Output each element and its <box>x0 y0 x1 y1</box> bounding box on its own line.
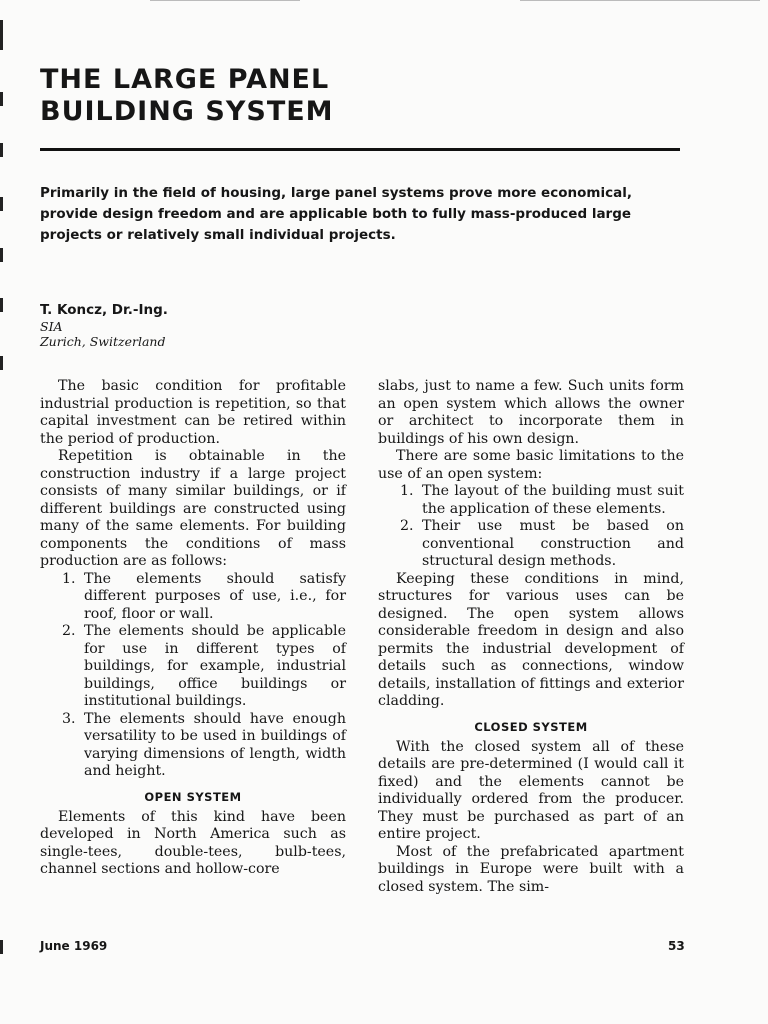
section-heading-open-system: OPEN SYSTEM <box>144 789 242 804</box>
scan-edge-mark <box>0 92 3 106</box>
title-rule <box>40 148 680 151</box>
paragraph: The basic condition for profitable industrial production is repetition, so that capital investment can be retired within the period of production. <box>40 378 346 447</box>
left-column <box>40 378 346 879</box>
article-title <box>40 64 334 128</box>
paragraph: Elements of this kind have been developed in North America such as single-tees, double-tees, bulb-tees, channel sections and hollow-core <box>40 808 346 877</box>
conditions-list <box>40 571 346 781</box>
scan-edge-mark <box>0 20 3 50</box>
paragraph: With the closed system all of these details are pre-determined (I would call it fixed) and the elements cannot be individually ordered from the producer. They must be purchased as part of an entire project. <box>378 738 684 842</box>
paragraph: slabs, just to name a few. Such units form an open system which allows the owner or architect to incorporate them in buildings of his own design. <box>378 378 684 447</box>
scan-top-line <box>150 0 300 1</box>
scan-edge-mark <box>0 940 3 954</box>
scan-edge-mark <box>0 298 3 312</box>
section-heading-closed-system: CLOSED SYSTEM <box>474 719 588 734</box>
author-org: SIA <box>40 319 63 334</box>
list-item: 2. Their use must be based on conventional construction and structural design methods. <box>418 518 684 571</box>
scan-edge-mark <box>0 197 3 211</box>
author-block <box>40 302 168 349</box>
list-item: 2. The elements should be applicable for use in different types of buildings, for example, industrial buildings, office buildings or institutional buildings. <box>80 623 346 711</box>
title-line-2: BUILDING SYSTEM <box>40 96 334 127</box>
paragraph: Repetition is obtainable in the construction industry if a large project consists of many similar buildings, or if different buildings are constructed using many of the same elements. For building components the conditions of mass production are as follows: <box>40 448 346 569</box>
paragraph: Keeping these conditions in mind, structures for various uses can be designed. The open system allows considerable freedom in design and also permits the industrial development of details such as connections, window details, installation of fittings and exterior cladding. <box>378 570 684 709</box>
scan-edge-mark <box>0 248 3 262</box>
page-number: 53 <box>668 939 685 953</box>
list-item: 1. The elements should satisfy different purposes of use, i.e., for roof, floor or wall. <box>80 571 346 624</box>
scan-top-line <box>520 0 760 1</box>
right-column <box>378 378 684 896</box>
title-line-1: THE LARGE PANEL <box>40 64 330 95</box>
list-item: 3. The elements should have enough versatility to be used in buildings of varying dimensions of length, width and height. <box>80 711 346 781</box>
scan-edge-mark <box>0 356 3 370</box>
footer-date: June 1969 <box>40 939 108 953</box>
paragraph: Most of the prefabricated apartment buildings in Europe were built with a closed system. The sim- <box>378 843 684 895</box>
paragraph: There are some basic limitations to the use of an open system: <box>378 448 684 482</box>
abstract: Primarily in the field of housing, large panel systems prove more economical, provide design freedom and are applicable both to fully mass-produced large projects or relatively small individual projects. <box>40 185 632 243</box>
author-location: Zurich, Switzerland <box>40 334 166 349</box>
scan-edge-mark <box>0 143 3 157</box>
list-item: 1. The layout of the building must suit the application of these elements. <box>418 483 684 518</box>
author-name: T. Koncz, Dr.-Ing. <box>40 302 168 318</box>
limitations-list <box>378 483 684 571</box>
